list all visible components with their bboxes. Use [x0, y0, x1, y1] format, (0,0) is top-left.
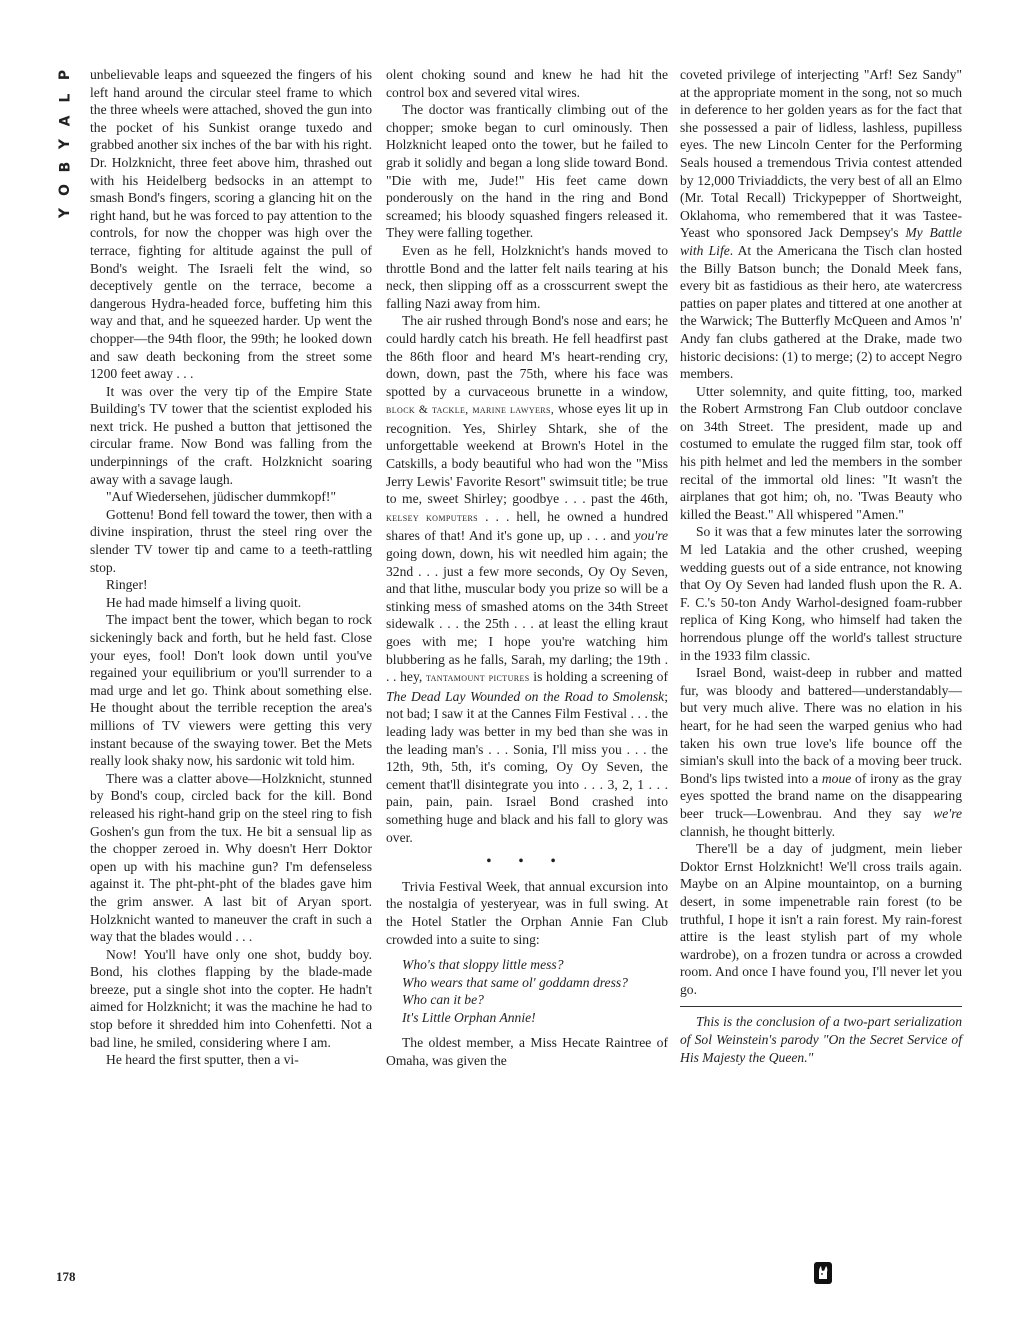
masthead-letter: A: [57, 115, 73, 127]
article-column-2: [386, 66, 668, 1070]
divider: [680, 1006, 962, 1007]
song-line: Who's that sloppy little mess?: [402, 957, 564, 973]
song-line: It's Little Orphan Annie!: [402, 1009, 536, 1025]
paragraph: He heard the first sputter, then a vi-: [106, 1052, 299, 1068]
masthead-letter: Y: [56, 207, 73, 219]
masthead-letter: L: [56, 93, 73, 103]
song-line: Who wears that same ol' goddamn dress?: [402, 974, 628, 990]
paragraph: It was over the very tip of the Empire State Building's TV tower that the scientist exploded his next trick. He pushed a button that jettisoned the circular frame. Now Bond was falling from the underpinnings of the craft. Holzknicht soaring away with a savage laugh.: [90, 383, 372, 487]
author-note: This is the conclusion of a two-part serialization of Sol Weinstein's parody "On the Secret Service of His Majesty the Queen.": [680, 1014, 962, 1065]
text-run: ; not bad; I saw it at the Cannes Film Festival . . . the leading lady was better in my bed than she was in the leading man's . . . Sonia, I'll miss you . . . the 12th, 9th, 5th, it's coming, Oy Oy Seven, the cement that'll disintegrate you into . . . 3, 2, 1 . . . pain, pain, pain. Israel Bond crashed into something huge and black and his fall to glory was over.: [386, 688, 668, 845]
article-column-1: [90, 66, 372, 1069]
masthead-letter: O: [57, 184, 73, 196]
paragraph: He had made himself a living quoit.: [106, 594, 302, 610]
masthead-letter: B: [56, 161, 73, 173]
italic-run: you're: [634, 528, 669, 544]
masthead-letter: P: [56, 69, 73, 81]
section-separator: • • •: [486, 853, 568, 869]
text-run: coveted privilege of interjecting "Arf! Sez Sandy" at the appropriate moment in the song, not so much in deference to her golden years as for the fact that she possessed a pair of lidless, lashless, pupilless eyes. The new Lincoln Center for the Performing Seals housed a tremendous Trivia contest attended by 12,000 Triviaddicts, the very best of all an Elmo (Mr. Total Recall) Trickypepper of Shortweight, Oklahoma, who remembered that it was Tastee-Yeast who sponsored Jack Dempsey's: [680, 67, 962, 241]
italic-run: moue: [821, 770, 852, 786]
text-run: clannish, he thought bitterly.: [680, 823, 836, 839]
paragraph: [680, 66, 962, 383]
paragraph: So it was that a few minutes later the sorrowing M led Latakia and the other crushed, weeping wedding guests out of a side entrance, not knowing that Oy Oy Seven had landed flush upon the R. A. F. C.'s 50-ton Andy Warhol-designed foam-rubber replica of King Kong, who himself had taken the horrendous plunge off the world's tallest structure in the 1933 film classic.: [680, 524, 962, 663]
page-number: 178: [56, 1269, 76, 1284]
paragraph: olent choking sound and knew he had hit the control box and severed vital wires.: [386, 67, 668, 100]
paragraph: Gottenu! Bond fell toward the tower, then with a divine inspiration, thrust the steel ring over the slender TV tower tip and came to a teeth-rattling stop.: [90, 506, 372, 575]
text-run: . . . hell, he owned a hundred shares of that! And it's gone up, up . . . and: [386, 508, 668, 544]
small-caps-run: tantamount pictures: [425, 672, 530, 685]
paragraph: Trivia Festival Week, that annual excursion into the nostalgia of yesteryear, was in full swing. At the Hotel Statler the Orphan Annie Fan Club crowded into a suite to sing:: [386, 878, 668, 947]
article-column-3: [680, 66, 962, 1066]
paragraph: The doctor was frantically climbing out of the chopper; smoke began to curl ominously. Then Holzknicht leaped onto the tower, but he failed to grab it solidly and began a long slide toward Bond. "Die with me, Jude!" His feet came down ponderously on the hand in the ring and Bond screamed; his bloody squashed fingers released it. They were falling together.: [386, 102, 668, 241]
italic-run: My Battle with Life: [680, 225, 962, 258]
text-run: whose eyes lit up in recognition. Yes, Shirley Shtark, she of the unforgettable weekend at Brown's Hotel in the Catskills, a body beautiful who had won the "Miss Jerry Lewis' Favorite Resort" swimsuit title; be true to me, sweet Shirley; goodbye . . . past the 46th,: [386, 401, 668, 507]
text-run: The air rushed through Bond's nose and ears; he could hardly catch his breath. He fell headfirst past the 86th floor and heard M's heart-rending cry, down, down, past the 75th, where his face was spotted by a curvaceous brunette in a window,: [386, 313, 668, 399]
text-run: of irony as the gray eyes spotted the brand name on the disappearing beer truck—Lowenbrau. And they say: [680, 770, 962, 821]
small-caps-run: kelsey komputers: [386, 511, 479, 524]
masthead-letter: Y: [56, 138, 73, 150]
paragraph: "Auf Wiedersehen, jüdischer dummkopf!": [106, 489, 337, 505]
small-caps-run: block & tackle, marine lawyers,: [386, 404, 555, 417]
paragraph: There was a clatter above—Holzknicht, stunned by Bond's coup, circled back for the kill. Bond released his right-hand grip on the steel ring to fish Goshen's gun from the tux. He bit a sensual lip as the chopper zeroed in. Why doesn't Herr Doktor open up with his machine gun? I'm defenseless against it. The pht-pht-pht of the blades gave him the grim answer. A last bit of Aryan sport. Holzknicht wanted to maneuver the craft in such a way that the blades would . . .: [90, 770, 372, 945]
paragraph: The oldest member, a Miss Hecate Raintree of Omaha, was given the: [386, 1035, 668, 1069]
paragraph: unbelievable leaps and squeezed the fingers of his left hand around the circular steel frame to which the three wheels were attached, shoved the gun into the pocket of his Sunkist orange tuxedo and grabbed another six inches of the bar with his right. Dr. Holzknicht, three feet above him, thrashed out with his Heidelberg bedsocks in an attempt to smash Bond's fingers, scoring a glancing hit on the right hand, but he was forced to pay attention to the controls, for now the chopper was high over the terrace, fighting for altitude against the pull of Bond's weight. The Israeli felt the wind, so deceptively gentle on the terrace, become a dangerous Hydra-headed force, buffeting him this way and that, and he squeezed harder. Up went the chopper—the 94th floor, the 99th; he looked down and saw death beckoning from the street some 1200 feet away . . .: [90, 67, 372, 382]
text-run: is holding a screening of: [533, 669, 668, 685]
paragraph: Utter solemnity, and quite fitting, too, marked the Robert Armstrong Fan Club outdoor conclave on 34th Street. The president, made up and costumed to emulate the rugged film star, took off his pith helmet and led the members in the somber recital of the immortal old lines: "It wasn't the airplanes that got him; oh, no. 'Twas Beauty who killed the Beast." All whispered "Amen.": [680, 383, 962, 522]
paragraph: There'll be a day of judgment, mein lieber Doktor Ernst Holzknicht! We'll cross trails again. Maybe on an Alpine mountaintop, on a burning desert, in some impenetrable rain forest (to be truthful, I hope it isn't a rain forest. My rain-forest attire is the least stylish part of my whole wardrobe), on a frozen tundra or across a crowded room. And once I have found you, I'll never let you go.: [680, 841, 962, 997]
paragraph: The impact bent the tower, which began to rock sickeningly back and forth, but he held fast. Close your eyes, fool! Don't look down until you've regained your equilibrium or you'll surrender to a mad urge and let go. Think about something else. He thought about the terrible reception the area's millions of TV viewers were getting this very instant because of the swaying tower. Bet the Mets really look shaky now, his sardonic wit told him.: [90, 612, 372, 769]
paragraph: Now! You'll have only one shot, buddy boy. Bond, his clothes flapping by the blade-made breeze, put a single shot into the copter. He hadn't aimed for Holzknicht; it was the machine he had to stop before it shredded him into Cohenfetti. Not a bad line, he smiled, considering where I am.: [90, 946, 372, 1050]
rabbit-head-logo-icon: [814, 1262, 832, 1284]
paragraph: [680, 664, 962, 840]
italic-run: The Dead Lay Wounded on the Road to Smolensk: [386, 688, 665, 704]
italic-run: we're: [933, 805, 963, 821]
paragraph: Ringer!: [106, 577, 148, 593]
text-run: . At the Americana the Tisch clan hosted the Billy Batson bunch; the Donald Meek fans, every bit as fastidious as their hero, ate watercress patties on paper plates and tittered at one another at the Warwick; The Butterfly McQueen and Amos 'n' Andy fan clubs gathered at the Drake, made two historic decisions: (1) to merge; (2) to accept Negro members.: [680, 242, 963, 382]
paragraph: [386, 312, 668, 846]
text-run: Israel Bond, waist-deep in rubber and matted fur, was bloody and battered—understandably—but very much alive. There was no elation in his heart, for he had seen the warped genius who had taken his own true love's life bounce off the simian's skull into the back of a moving beer truck. Bond's lips twisted into a: [680, 665, 962, 786]
paragraph: Even as he fell, Holzknicht's hands moved to throttle Bond and the latter felt nails tearing at his neck, then slipping off as a crosscurrent swept the falling Nazi away from him.: [386, 242, 668, 311]
song-line: Who can it be?: [402, 992, 484, 1008]
text-run: going down, down, his wit needled him again; the 32nd . . . just a few more seconds, Oy Oy Seven, and that lithe, muscular body you prize so will be a stinking mess of smashed atoms on the 34th Street sidewalk . . . the 25th . . . at least the elling kraut goes with me; I hope you're watching him blubbering as he falls, Sarah, my darling; the 19th . . . hey,: [386, 546, 668, 685]
playboy-masthead: [50, 68, 80, 229]
